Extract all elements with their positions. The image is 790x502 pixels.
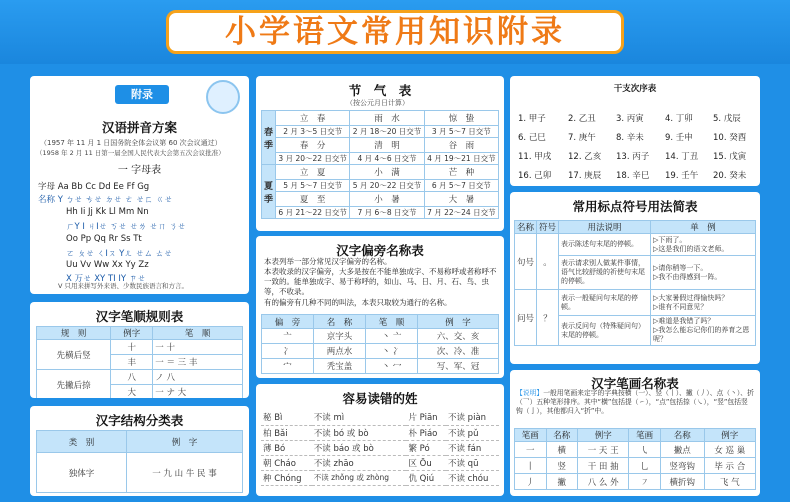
jieqi-name: 谷 雨 — [424, 138, 498, 153]
pianpang-note: 本表列举一部分常见汉字偏旁的名称。 — [264, 257, 392, 266]
pinyin-row2: 名称 Y ㄅㄝ ㄘㄝ ㄉㄝ ㄜ ㄝㄈ ㄍㄝ — [38, 195, 173, 205]
bishun-title: 汉字笔顺规则表 — [95, 309, 184, 324]
bishun-cell: 八 — [111, 370, 153, 385]
bishun-table — [36, 326, 243, 398]
jieqi-date: 3 月 5～7 日交节 — [424, 126, 498, 138]
bishun-header: 规 则 — [37, 327, 111, 340]
biaodian-usage: 表示请求别人做某件事情，语气比较舒缓的祈使句末尾的停顿。 — [559, 256, 651, 290]
biaodian-header: 符号 — [537, 221, 559, 234]
bihua-header: 笔画 — [515, 429, 547, 442]
ganzhi-item: 9. 壬申 — [665, 133, 693, 143]
ganzhi-panel — [510, 76, 760, 186]
biaodian-usage: 表示反问句（特殊疑问句）末尾的停顿。 — [559, 316, 651, 346]
jiegou-title: 汉字结构分类表 — [95, 413, 184, 428]
appendix-tag: 附录 — [115, 85, 169, 104]
ganzhi-item: 8. 辛未 — [616, 133, 644, 143]
pinyin-note1: （1957 年 11 月 1 日国务院全体会议第 60 次会议通过） — [40, 139, 222, 147]
bishun-cell: 大 — [111, 385, 153, 399]
bihua-cell: 竖弯钩 — [660, 458, 704, 474]
biaodian-example: ▷大家暑假过得愉快吗？ ▷谁有不同意见？ — [651, 290, 756, 316]
biaodian-name: 问号 — [515, 290, 537, 346]
bishun-cell: ノ 八 — [153, 370, 243, 385]
season-label: 春季 — [262, 111, 276, 165]
pianpang-cell: 秃宝盖 — [314, 359, 366, 374]
pianpang-cell: 宀 — [262, 359, 314, 374]
biaodian-symbol: ？ — [537, 290, 559, 346]
pianpang-cell: 写、军、冠 — [418, 359, 499, 374]
mascot-icon — [206, 80, 240, 114]
bishun-cell: 丰 — [111, 355, 153, 370]
surname-note: 不读 bó 或 bò — [312, 425, 407, 440]
bishun-header: 笔 顺 — [153, 327, 243, 340]
bihua-title: 汉字笔画名称表 — [591, 376, 679, 391]
bihua-cell: 撇 — [546, 474, 578, 490]
jiegou-panel — [30, 406, 249, 496]
jiegou-header: 类 别 — [37, 431, 127, 453]
surname: 秘 Bì — [261, 410, 312, 425]
jieqi-name: 小 满 — [350, 165, 424, 180]
season-label: 夏季 — [262, 165, 276, 219]
bihua-header: 例字 — [704, 429, 755, 442]
pinyin-row3: Hh Ii Jj Kk Ll Mm Nn — [66, 207, 149, 217]
bihua-cell: 干 田 抽 — [578, 458, 629, 474]
surname: 繁 Pó — [406, 440, 446, 455]
surname: 朝 Cháo — [261, 455, 312, 470]
bihua-header: 名称 — [660, 429, 704, 442]
bihua-cell: ㇂ — [629, 442, 661, 458]
duyin-panel — [256, 384, 504, 496]
pianpang-title: 汉字偏旁名称表 — [336, 243, 424, 258]
biaodian-header: 名称 — [515, 221, 537, 234]
pianpang-cell: 丶 亠 — [366, 329, 418, 344]
jieqi-subtitle: （按公元月日计算） — [346, 99, 409, 107]
bihua-header: 笔画 — [629, 429, 661, 442]
surname: 片 Piān — [406, 410, 446, 425]
pinyin-row6: ㄛ ㄆㄝ ㄑIㄡ Yㄦ ㄝㄙ ㄊㄝ — [66, 249, 173, 259]
surname: 种 Chóng — [261, 470, 312, 485]
ganzhi-item: 11. 甲戌 — [518, 152, 552, 162]
bihua-panel — [510, 370, 760, 496]
jieqi-date: 3 月 20～22 日交节 — [276, 153, 350, 165]
bihua-header: 例字 — [578, 429, 629, 442]
ganzhi-item: 10. 癸酉 — [713, 133, 747, 143]
biaodian-symbol: 。 — [537, 234, 559, 290]
pinyin-row5: Oo Pp Qq Rr Ss Tt — [66, 234, 142, 244]
surname: 仇 Qiú — [406, 470, 446, 485]
surname: 朴 Piáo — [406, 425, 446, 440]
bishun-cell: 先撇后捺 — [37, 370, 111, 399]
pianpang-header: 偏 旁 — [262, 315, 314, 329]
duyin-table — [261, 410, 499, 486]
jieqi-date: 6 月 5～7 日交节 — [424, 180, 498, 192]
jieqi-name: 立 春 — [276, 111, 350, 126]
jiegou-cell: 独体字 — [37, 453, 127, 493]
bihua-note-label: 【说明】 — [516, 389, 544, 397]
ganzhi-item: 20. 癸未 — [713, 171, 747, 181]
surname-note: 不读 pǔ — [446, 425, 499, 440]
duyin-title: 容易读错的姓 — [342, 391, 418, 406]
bihua-cell: 一 天 王 — [578, 442, 629, 458]
pianpang-cell: 丶 冫 — [366, 344, 418, 359]
bihua-cell: ㇇ — [629, 474, 661, 490]
ganzhi-item: 16. 己卯 — [518, 171, 552, 181]
pianpang-note: 有的偏旁有几种不同的叫法，本表只取较为通行的名称。 — [264, 298, 452, 307]
pianpang-header: 名 称 — [314, 315, 366, 329]
surname: 薄 Bó — [261, 440, 312, 455]
ganzhi-item: 5. 戊辰 — [713, 114, 741, 124]
jieqi-date: 5 月 20～22 日交节 — [350, 180, 424, 192]
jieqi-name: 惊 蛰 — [424, 111, 498, 126]
pianpang-cell: 两点水 — [314, 344, 366, 359]
ganzhi-item: 14. 丁丑 — [665, 152, 699, 162]
bishun-cell: 十 — [111, 340, 153, 355]
ganzhi-item: 7. 庚午 — [568, 133, 596, 143]
jieqi-date: 5 月 5～7 日交节 — [276, 180, 350, 192]
jieqi-title: 节 气 表 — [348, 83, 412, 98]
bihua-note — [516, 389, 754, 416]
surname-note: 不读 zhāo — [312, 455, 407, 470]
bishun-cell: 一 ナ 大 — [153, 385, 243, 399]
bishun-header: 例字 — [111, 327, 153, 340]
jieqi-date: 7 月 6～8 日交节 — [350, 207, 424, 219]
jieqi-name: 芒 种 — [424, 165, 498, 180]
biaodian-usage: 表示陈述句末尾的停顿。 — [559, 234, 651, 256]
surname-note: 不读 piàn — [446, 410, 499, 425]
jieqi-date: 4 月 4～6 日交节 — [350, 153, 424, 165]
bihua-cell: 横 — [546, 442, 578, 458]
ganzhi-item: 19. 壬午 — [665, 171, 699, 181]
jieqi-date: 6 月 21～22 日交节 — [276, 207, 350, 219]
pianpang-panel — [256, 236, 504, 378]
ganzhi-item: 15. 戊寅 — [713, 152, 747, 162]
bihua-cell: 女 巡 巢 — [704, 442, 755, 458]
pianpang-cell: 冫 — [262, 344, 314, 359]
ganzhi-item: 6. 己巳 — [518, 133, 546, 143]
biaodian-panel — [510, 192, 760, 364]
surname: 柏 Bǎi — [261, 425, 312, 440]
ganzhi-item: 1. 甲子 — [518, 114, 546, 124]
pianpang-cell: 六、交、亥 — [418, 329, 499, 344]
pinyin-subtitle: 一 字母表 — [117, 165, 162, 176]
bihua-cell: 丨 — [515, 458, 547, 474]
bihua-cell: 横折钩 — [660, 474, 704, 490]
surname-note: 不读 fán — [446, 440, 499, 455]
ganzhi-item: 13. 丙子 — [616, 152, 650, 162]
jieqi-name: 清 明 — [350, 138, 424, 153]
jieqi-name: 立 夏 — [276, 165, 350, 180]
ganzhi-item: 4. 丁卯 — [665, 114, 693, 124]
pinyin-row1: 字母 Aa Bb Cc Dd Ee Ff Gg — [38, 182, 150, 192]
ganzhi-item: 12. 乙亥 — [568, 152, 602, 162]
bihua-cell: 竖 — [546, 458, 578, 474]
bihua-cell: 撇点 — [660, 442, 704, 458]
pianpang-cell: 京字头 — [314, 329, 366, 344]
bishun-cell: 一 十 — [153, 340, 243, 355]
bihua-cell: 乚 — [629, 458, 661, 474]
bihua-table — [514, 428, 756, 490]
biaodian-table — [514, 220, 756, 346]
bishun-cell: 一 ＝ 三 丰 — [153, 355, 243, 370]
jieqi-name: 雨 水 — [350, 111, 424, 126]
biaodian-example: ▷下雨了。 ▷这是我们的语文老师。 — [651, 234, 756, 256]
pinyin-row8: X 万ㄝ XY TI IY ㄗㄝ — [66, 274, 146, 284]
jieqi-name: 春 分 — [276, 138, 350, 153]
bihua-header: 名称 — [546, 429, 578, 442]
surname-note: 不读 qū — [446, 455, 499, 470]
jieqi-date: 2 月 3～5 日交节 — [276, 126, 350, 138]
surname: 区 Ōu — [406, 455, 446, 470]
jiegou-cell: 一 九 山 牛 民 事 — [127, 453, 243, 493]
jiegou-header: 例 字 — [127, 431, 243, 453]
bihua-cell: 丿 — [515, 474, 547, 490]
surname-note: 不读 chóu — [446, 470, 499, 485]
pinyin-panel — [30, 76, 249, 294]
jieqi-name: 夏 至 — [276, 192, 350, 207]
ganzhi-item: 17. 庚辰 — [568, 171, 602, 181]
pianpang-header: 笔 顺 — [366, 315, 418, 329]
title-box — [166, 10, 624, 54]
jieqi-panel — [256, 76, 504, 231]
pianpang-header: 例 字 — [418, 315, 499, 329]
biaodian-header: 单 例 — [651, 221, 756, 234]
jieqi-name: 小 暑 — [350, 192, 424, 207]
pinyin-title: 汉语拼音方案 — [101, 120, 177, 135]
jiegou-table — [36, 430, 243, 493]
bihua-cell: 八 么 外 — [578, 474, 629, 490]
pinyin-row4: ㄏY I ㄐIㄝ ㄎㄝ ㄝㄌ ㄝㄇ ㄋㄝ — [66, 222, 186, 232]
surname-note: 不读 zhǒng 或 zhòng — [312, 470, 407, 485]
pinyin-foot1: V 只用来拼写外来语、少数民族语言和方言。 — [58, 282, 189, 290]
pianpang-table — [261, 314, 499, 374]
pinyin-row7: Uu Vv Ww Xx Yy Zz — [66, 260, 149, 270]
ganzhi-title: 干支次序表 — [613, 84, 657, 94]
pianpang-cell: 次、冷、准 — [418, 344, 499, 359]
biaodian-usage: 表示一般疑问句末尾的停顿。 — [559, 290, 651, 316]
biaodian-example: ▷难道是我错了吗？ ▷我怎么能忘记你们的养育之恩呢？ — [651, 316, 756, 346]
jieqi-date: 7 月 22～24 日交节 — [424, 207, 498, 219]
bishun-cell: 先横后竖 — [37, 340, 111, 370]
bishun-panel — [30, 302, 249, 398]
ganzhi-item: 2. 乙丑 — [568, 114, 596, 124]
surname-note: 不读 mì — [312, 410, 407, 425]
jieqi-date: 2 月 18～20 日交节 — [350, 126, 424, 138]
pianpang-cell: 亠 — [262, 329, 314, 344]
bihua-note-text: 一般用笔画来定字的字典按横（一）、竖（丨）、撇（丿）、点（丶）、折（乛）五种笔形排序。其中“横”包括提（㇀），“点”包括捺（㇏），“竖”包括竖钩（亅），其他都归入“折”中。 — [516, 389, 754, 415]
ganzhi-item: 18. 辛巳 — [616, 171, 650, 181]
bihua-cell: 飞 气 — [704, 474, 755, 490]
jieqi-table — [261, 110, 499, 219]
jieqi-date: 4 月 19～21 日交节 — [424, 153, 498, 165]
biaodian-title: 常用标点符号用法简表 — [572, 199, 698, 214]
biaodian-header: 用法说明 — [559, 221, 651, 234]
jieqi-name: 大 暑 — [424, 192, 498, 207]
pianpang-cell: 丶 冖 — [366, 359, 418, 374]
surname-note: 不读 báo 或 bò — [312, 440, 407, 455]
page-title: 小学语文常用知识附录 — [225, 14, 565, 50]
bihua-cell: 一 — [515, 442, 547, 458]
bihua-cell: 毕 示 合 — [704, 458, 755, 474]
pinyin-note2: （1958 年 2 月 11 日第一届全国人民代表大会第五次会议批准） — [36, 149, 225, 157]
ganzhi-item: 3. 丙寅 — [616, 114, 644, 124]
biaodian-name: 句号 — [515, 234, 537, 290]
biaodian-example: ▷请你稍等一下。 ▷我不由得感到一阵。 — [651, 256, 756, 290]
pianpang-note: 本表收录的汉字偏旁，大多是按在不能单独成字、不易称呼或者称呼不一致的。能单独成字、易于称呼的，如山、马、日、月、石、鸟、虫等，不收录。 — [264, 267, 497, 296]
